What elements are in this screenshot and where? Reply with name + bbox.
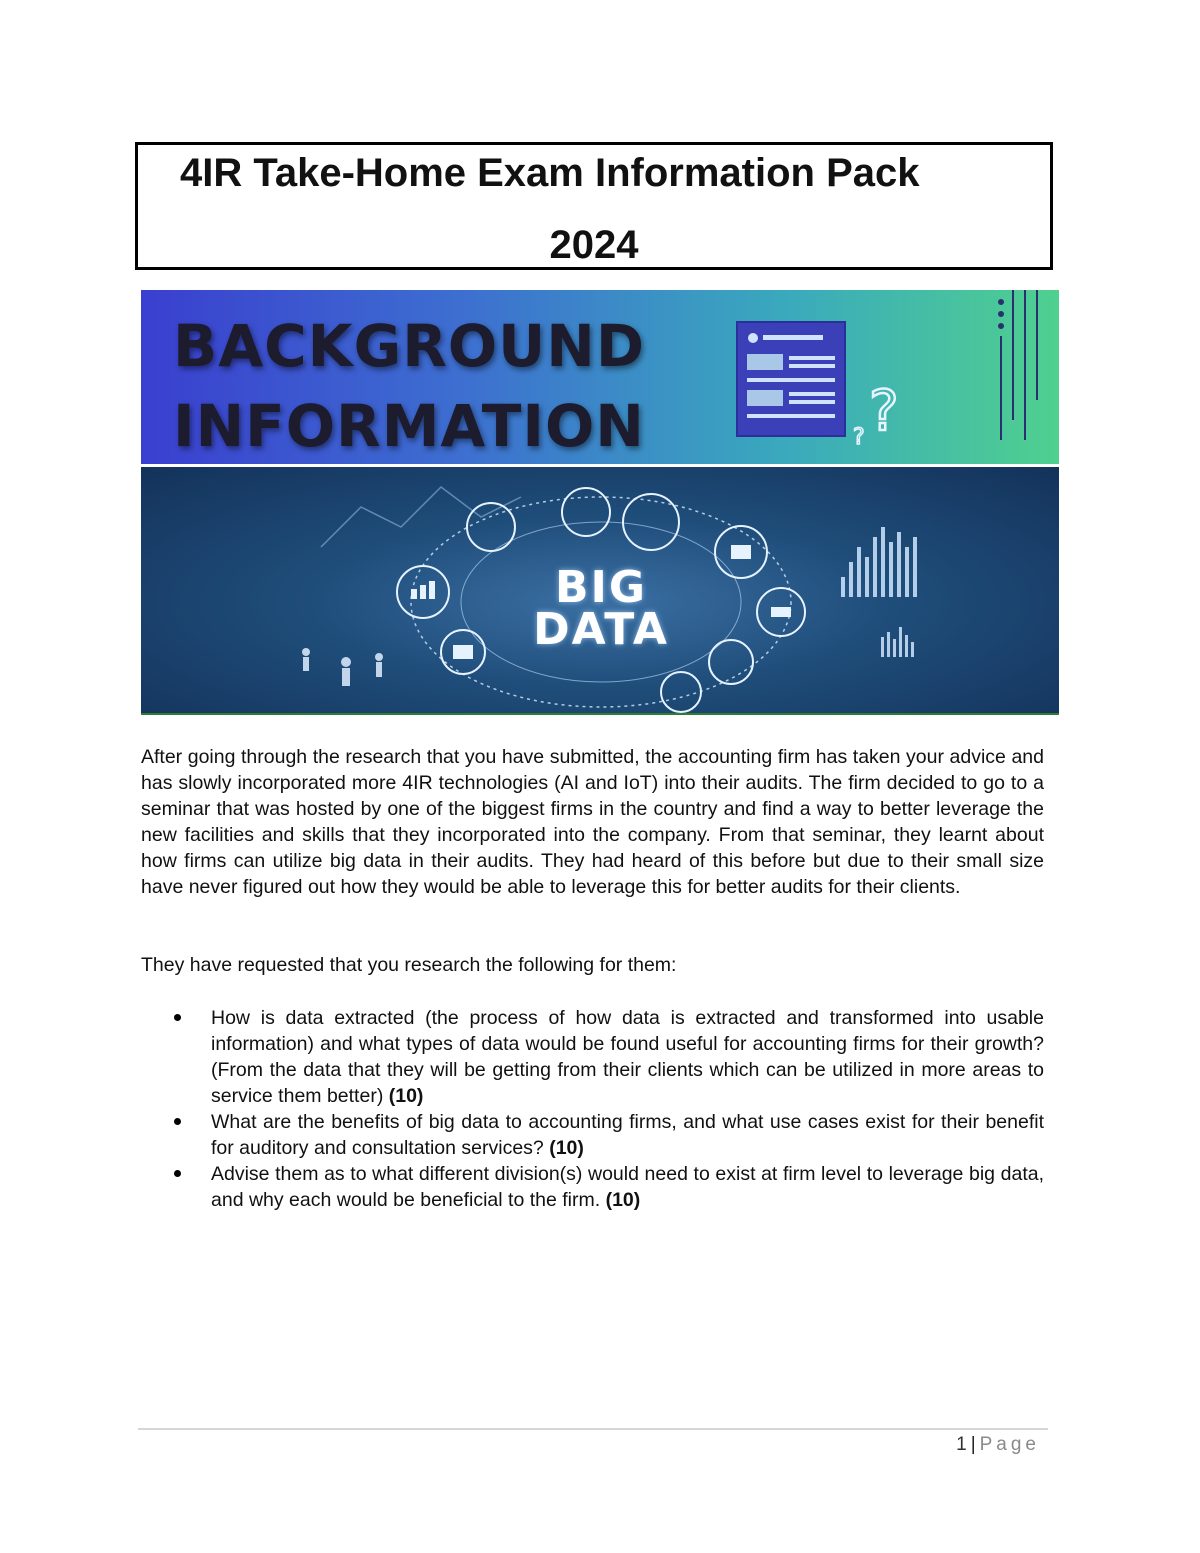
- bullet-marks: (10): [605, 1189, 641, 1211]
- list-item: [171, 1161, 1044, 1213]
- document-icon: [731, 318, 851, 442]
- body-paragraph-1-container: [141, 744, 1044, 900]
- big-data-line1: BIG: [554, 562, 648, 613]
- background-information-banner: [141, 290, 1059, 464]
- research-bullet-list: [171, 1005, 1044, 1213]
- document-title: 4IR Take-Home Exam Information Pack: [180, 151, 920, 195]
- svg-text:?: ?: [869, 380, 899, 444]
- title-box: [135, 142, 1053, 270]
- document-year: 2024: [549, 223, 639, 267]
- decorative-lines-icon: [993, 290, 1053, 450]
- page-footer: [956, 1434, 1040, 1456]
- banner-heading-line2: INFORMATION: [173, 392, 645, 460]
- page-label: Page: [979, 1434, 1040, 1455]
- banner-heading: [173, 306, 645, 464]
- question-mark-icon: [851, 380, 921, 450]
- bullet-text: Advise them as to what different division(s) would need to exist at firm level to leverage big data, and why each would be beneficial to the firm.: [211, 1163, 1044, 1211]
- list-item: [171, 1005, 1044, 1109]
- body-paragraph-1: After going through the research that you have submitted, the accounting firm has taken your advice and has slowly incorporated more 4IR technologies (AI and IoT) into their audits. The firm decided to go to a seminar that was hosted by one of the biggest firms in the country and find a way to better leverage the new facilities and skills that they incorporated into the company. From that seminar, they learnt about how firms can utilize big data in their audits. They had heard of this before but due to their small size have never figured out how they would be able to leverage this for better audits for their clients.: [141, 746, 1044, 898]
- bullet-marks: (10): [388, 1085, 424, 1107]
- big-data-illustration: [141, 467, 1059, 715]
- bullet-icon: [174, 1170, 181, 1177]
- bullet-text: How is data extracted (the process of how data is extracted and transformed into usable information) and what types of data would be found useful for accounting firms for their growth? (From the data that they will be getting from their clients which can be utilized in more areas to service them better): [211, 1007, 1044, 1107]
- page-number: 1: [956, 1434, 967, 1455]
- big-data-line2: DATA: [533, 604, 669, 655]
- footer-divider: [138, 1428, 1048, 1430]
- bullet-text: What are the benefits of big data to accounting firms, and what use cases exist for their benefit for auditory and consultation services?: [211, 1111, 1044, 1159]
- svg-text:?: ?: [853, 425, 865, 450]
- big-data-label: [501, 562, 701, 655]
- bullet-icon: [174, 1014, 181, 1021]
- bullet-marks: (10): [549, 1137, 584, 1159]
- banner-heading-line1: BACKGROUND: [173, 312, 645, 380]
- list-item: [171, 1109, 1044, 1161]
- bullet-icon: [174, 1118, 181, 1125]
- footer-separator: |: [970, 1434, 976, 1455]
- body-paragraph-2: They have requested that you research the following for them:: [141, 954, 677, 976]
